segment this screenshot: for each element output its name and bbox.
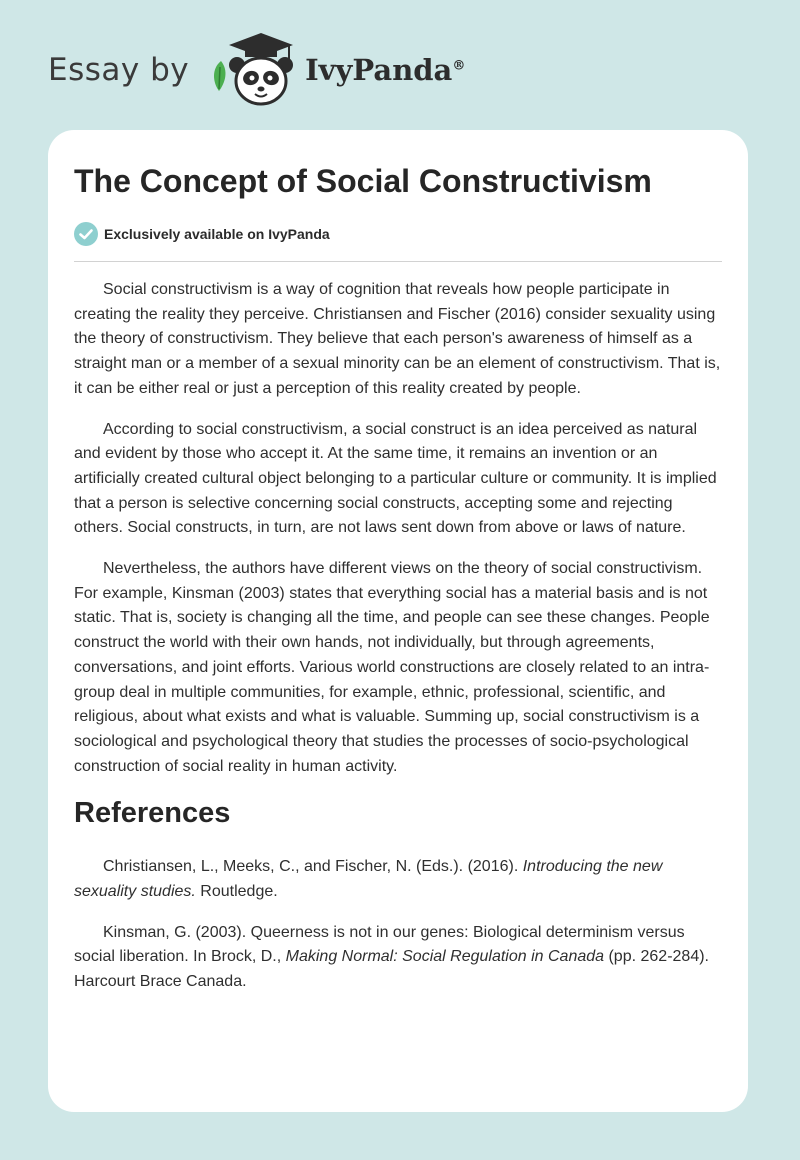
essay-body <box>74 278 722 1011</box>
panda-graduate-icon[interactable] <box>207 31 299 109</box>
brand-prefix: Essay by <box>48 52 190 88</box>
exclusive-badge <box>74 222 330 246</box>
essay-card <box>48 130 748 1112</box>
page-title: The Concept of Social Constructivism <box>74 163 652 199</box>
divider <box>74 261 722 262</box>
reference-item: Christiansen, L., Meeks, C., and Fischer, N. (Eds.). (2016). Introducing the new sexuality studies. Routledge. <box>74 858 663 901</box>
check-circle-icon <box>74 222 98 246</box>
body-paragraph: Nevertheless, the authors have different views on the theory of social constructivism. For example, Kinsman (2003) states that everything social has a material basis and is not static. That is, society is changing all the time, and people can see these changes. People construct the world with their own hands, not individually, but through agreements, conversations, and joint efforts. Various world constructions are closely related to an intra-group deal in multiple communities, for example, ethnic, professional, scientific, and religious, about what exists and what is valuable. Summing up, social constructivism is a sociological and psychological theory that studies the processes of socio-psychological construction of social reality in human activity. <box>74 560 710 775</box>
references-heading: References <box>74 797 231 830</box>
registered-mark: ® <box>452 58 466 74</box>
body-paragraph: According to social constructivism, a social construct is an idea perceived as natural and evident by those who accept it. At the same time, it remains an invention or an artificially created cultural object belonging to a particular culture or community. It is implied that a person is selective concerning social constructs, accepting some and rejecting others. Social constructs, in turn, are not laws sent down from above or laws of nature. <box>74 420 717 537</box>
reference-title: Making Normal: Social Regulation in Canada <box>285 948 605 966</box>
reference-item: Kinsman, G. (2003). Queerness is not in our genes: Biological determinism versus social liberation. In Brock, D., Making Normal: Social Regulation in Canada (pp. 262-284). Harcourt Brace Canada. <box>74 923 709 991</box>
body-paragraph: Social constructivism is a way of cognition that reveals how people participate in creating the reality they perceive. Christiansen and Fischer (2016) consider sexuality using the theory of constructivism. They believe that each person's awareness of himself as a straight man or a member of a sexual minority can be an element of constructivism. That is, it can be either real or just a perception of this reality created by people. <box>74 281 721 397</box>
brand-name: IvyPanda® <box>305 53 466 87</box>
brand-header <box>48 30 465 110</box>
reference-title: Introducing the new sexuality studies. <box>74 858 663 901</box>
badge-label: Exclusively available on IvyPanda <box>104 226 330 242</box>
